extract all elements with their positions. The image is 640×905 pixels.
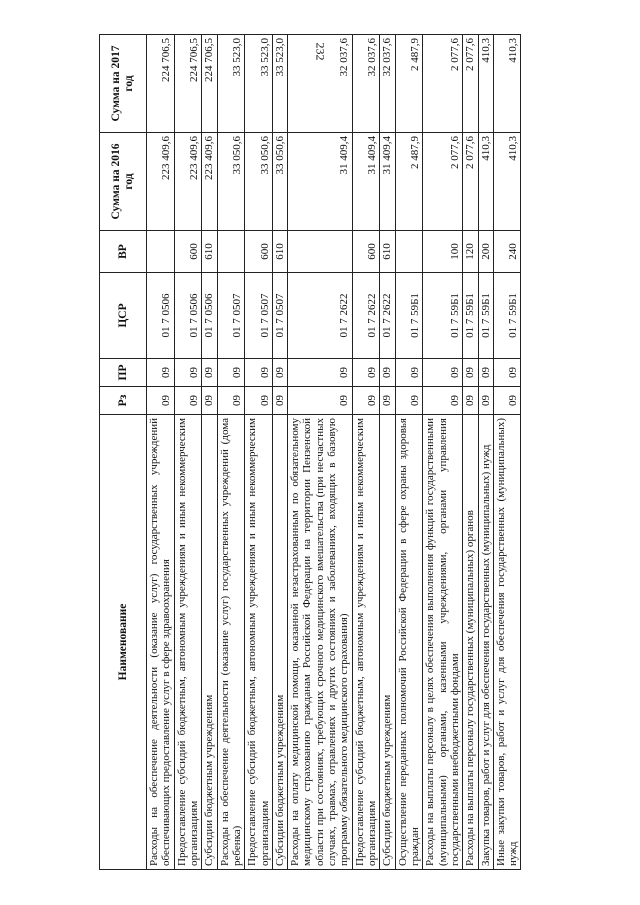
cell-rz: 09 [272,387,287,415]
cell-sum-2016: 2 487,9 [395,133,423,231]
cell-rz: 09 [493,387,521,415]
cell-csr: 01 7 2622 [352,273,380,359]
cell-pr: 09 [174,359,202,387]
cell-sum-2016: 31 409,4 [380,133,395,231]
cell-rz: 09 [245,387,273,415]
cell-vr: 610 [202,231,217,273]
cell-rz: 09 [202,387,217,415]
cell-vr: 600 [174,231,202,273]
cell-sum-2017: 2 077,6 [423,35,463,133]
cell-sum-2017: 2 077,6 [463,35,478,133]
cell-pr: 09 [493,359,521,387]
cell-rz: 09 [478,387,493,415]
header-csr: ЦСР [100,273,147,359]
table-row [202,35,217,870]
cell-pr: 09 [217,359,245,387]
budget-table-rotated [99,35,554,870]
cell-pr: 09 [202,359,217,387]
cell-vr: 240 [493,231,521,273]
cell-rz: 09 [147,387,175,415]
cell-sum-2017: 33 523,0 [272,35,287,133]
table-row [147,35,175,870]
cell-rz: 09 [463,387,478,415]
cell-name: Предоставление субсидий бюджетным, автономным учреждениям и иным некоммерческим организациям [245,415,273,870]
cell-name: Закупка товаров, работ и услуг для обеспечения государственных (муниципальных) нужд [478,415,493,870]
cell-sum-2017: 33 523,0 [217,35,245,133]
cell-vr [217,231,245,273]
cell-sum-2016: 33 050,6 [217,133,245,231]
cell-sum-2017: 224 706,5 [202,35,217,133]
cell-name: Предоставление субсидий бюджетным, автономным учреждениям и иным некоммерческим организациям [174,415,202,870]
cell-name: Расходы на выплаты персоналу в целях обеспечения выполнения функций государственными (муниципальными) органами, казенными учреждениями, органами управления государственными внебюджетными фондами [423,415,463,870]
cell-vr: 610 [272,231,287,273]
cell-sum-2016: 223 409,6 [202,133,217,231]
cell-sum-2017: 410,3 [478,35,493,133]
cell-csr: 01 7 2622 [380,273,395,359]
page-number: 232 [313,42,328,61]
cell-csr: 01 7 59Б1 [463,273,478,359]
table-row [272,35,287,870]
table-body [147,35,521,870]
cell-sum-2016: 33 050,6 [245,133,273,231]
cell-rz: 09 [352,387,380,415]
cell-pr: 09 [272,359,287,387]
cell-csr: 01 7 59Б1 [423,273,463,359]
cell-rz: 09 [174,387,202,415]
cell-csr: 01 7 0507 [217,273,245,359]
cell-pr: 09 [245,359,273,387]
cell-rz: 09 [423,387,463,415]
cell-sum-2017: 32 037,6 [288,35,353,133]
cell-vr: 120 [463,231,478,273]
cell-csr: 01 7 0506 [174,273,202,359]
cell-sum-2016: 31 409,4 [288,133,353,231]
cell-pr: 09 [395,359,423,387]
cell-rz: 09 [217,387,245,415]
table-row [245,35,273,870]
header-sum-2016: Сумма на 2016 год [100,133,147,231]
cell-sum-2016: 410,3 [493,133,521,231]
header-sum-2017: Сумма на 2017 год [100,35,147,133]
cell-sum-2016: 33 050,6 [272,133,287,231]
cell-sum-2016: 2 077,6 [423,133,463,231]
cell-name: Расходы на обеспечение деятельности (оказание услуг) государственных учреждений обеспечивающих предоставление услуг в сфере здравоохранения [147,415,175,870]
cell-csr: 01 7 0507 [245,273,273,359]
cell-sum-2017: 224 706,5 [147,35,175,133]
cell-name: Иные закупки товаров, работ и услуг для обеспечения государственных (муниципальных) нужд [493,415,521,870]
cell-name: Предоставление субсидий бюджетным, автономным учреждениям и иным некоммерческим организациям [352,415,380,870]
cell-sum-2016: 31 409,4 [352,133,380,231]
cell-name: Субсидии бюджетным учреждениям [272,415,287,870]
cell-rz: 09 [288,387,353,415]
cell-sum-2017: 410,3 [493,35,521,133]
cell-name: Расходы на оплату медицинской помощи, оказанной незастрахованным по обязательному медицинскому страхованию гражданам Российской Федерации на территории Пензенской области при состояниях, требующих срочного медицинского вмешательства (при несчастных случаях, травмах, отравлениях и других состояниях и заболеваниях, входящих в базовую программу обязательного медицинского страхования) [288,415,353,870]
table-row [423,35,463,870]
budget-table [99,34,521,870]
cell-csr: 01 7 59Б1 [478,273,493,359]
cell-vr [147,231,175,273]
cell-sum-2017: 32 037,6 [352,35,380,133]
cell-pr: 09 [478,359,493,387]
table-row [478,35,493,870]
table-row [380,35,395,870]
cell-rz: 09 [380,387,395,415]
table-row [463,35,478,870]
cell-csr: 01 7 2622 [288,273,353,359]
cell-name: Расходы на обеспечение деятельности (оказание услуг) государственных учреждений (дома ребенка) [217,415,245,870]
cell-sum-2016: 223 409,6 [174,133,202,231]
cell-pr: 09 [288,359,353,387]
cell-vr: 100 [423,231,463,273]
cell-vr [288,231,353,273]
cell-sum-2017: 33 523,0 [245,35,273,133]
cell-name: Субсидии бюджетным учреждениям [202,415,217,870]
cell-pr: 09 [380,359,395,387]
header-rz: Рз [100,387,147,415]
cell-vr: 600 [245,231,273,273]
header-name: Наименование [100,415,147,870]
table-row [493,35,521,870]
cell-vr: 600 [352,231,380,273]
table-row [352,35,380,870]
cell-vr: 200 [478,231,493,273]
table-header-row [100,35,147,870]
header-vr: ВР [100,231,147,273]
cell-pr: 09 [463,359,478,387]
cell-csr: 01 7 59Б1 [395,273,423,359]
cell-sum-2017: 32 037,6 [380,35,395,133]
cell-csr: 01 7 0507 [272,273,287,359]
table-row [288,35,353,870]
cell-rz: 09 [395,387,423,415]
cell-vr: 610 [380,231,395,273]
table-row [217,35,245,870]
cell-sum-2017: 224 706,5 [174,35,202,133]
cell-sum-2016: 223 409,6 [147,133,175,231]
cell-pr: 09 [352,359,380,387]
cell-csr: 01 7 59Б1 [493,273,521,359]
cell-sum-2016: 410,3 [478,133,493,231]
cell-name: Субсидии бюджетным учреждениям [380,415,395,870]
cell-name: Расходы на выплаты персоналу государственных (муниципальных) органов [463,415,478,870]
header-pr: ПР [100,359,147,387]
cell-pr: 09 [147,359,175,387]
table-row [395,35,423,870]
cell-vr [395,231,423,273]
cell-name: Осуществление переданных полномочий Российской Федерации в сфере охраны здоровья граждан [395,415,423,870]
table-row [174,35,202,870]
cell-csr: 01 7 0506 [202,273,217,359]
cell-sum-2017: 2 487,9 [395,35,423,133]
cell-pr: 09 [423,359,463,387]
cell-csr: 01 7 0506 [147,273,175,359]
cell-sum-2016: 2 077,6 [463,133,478,231]
